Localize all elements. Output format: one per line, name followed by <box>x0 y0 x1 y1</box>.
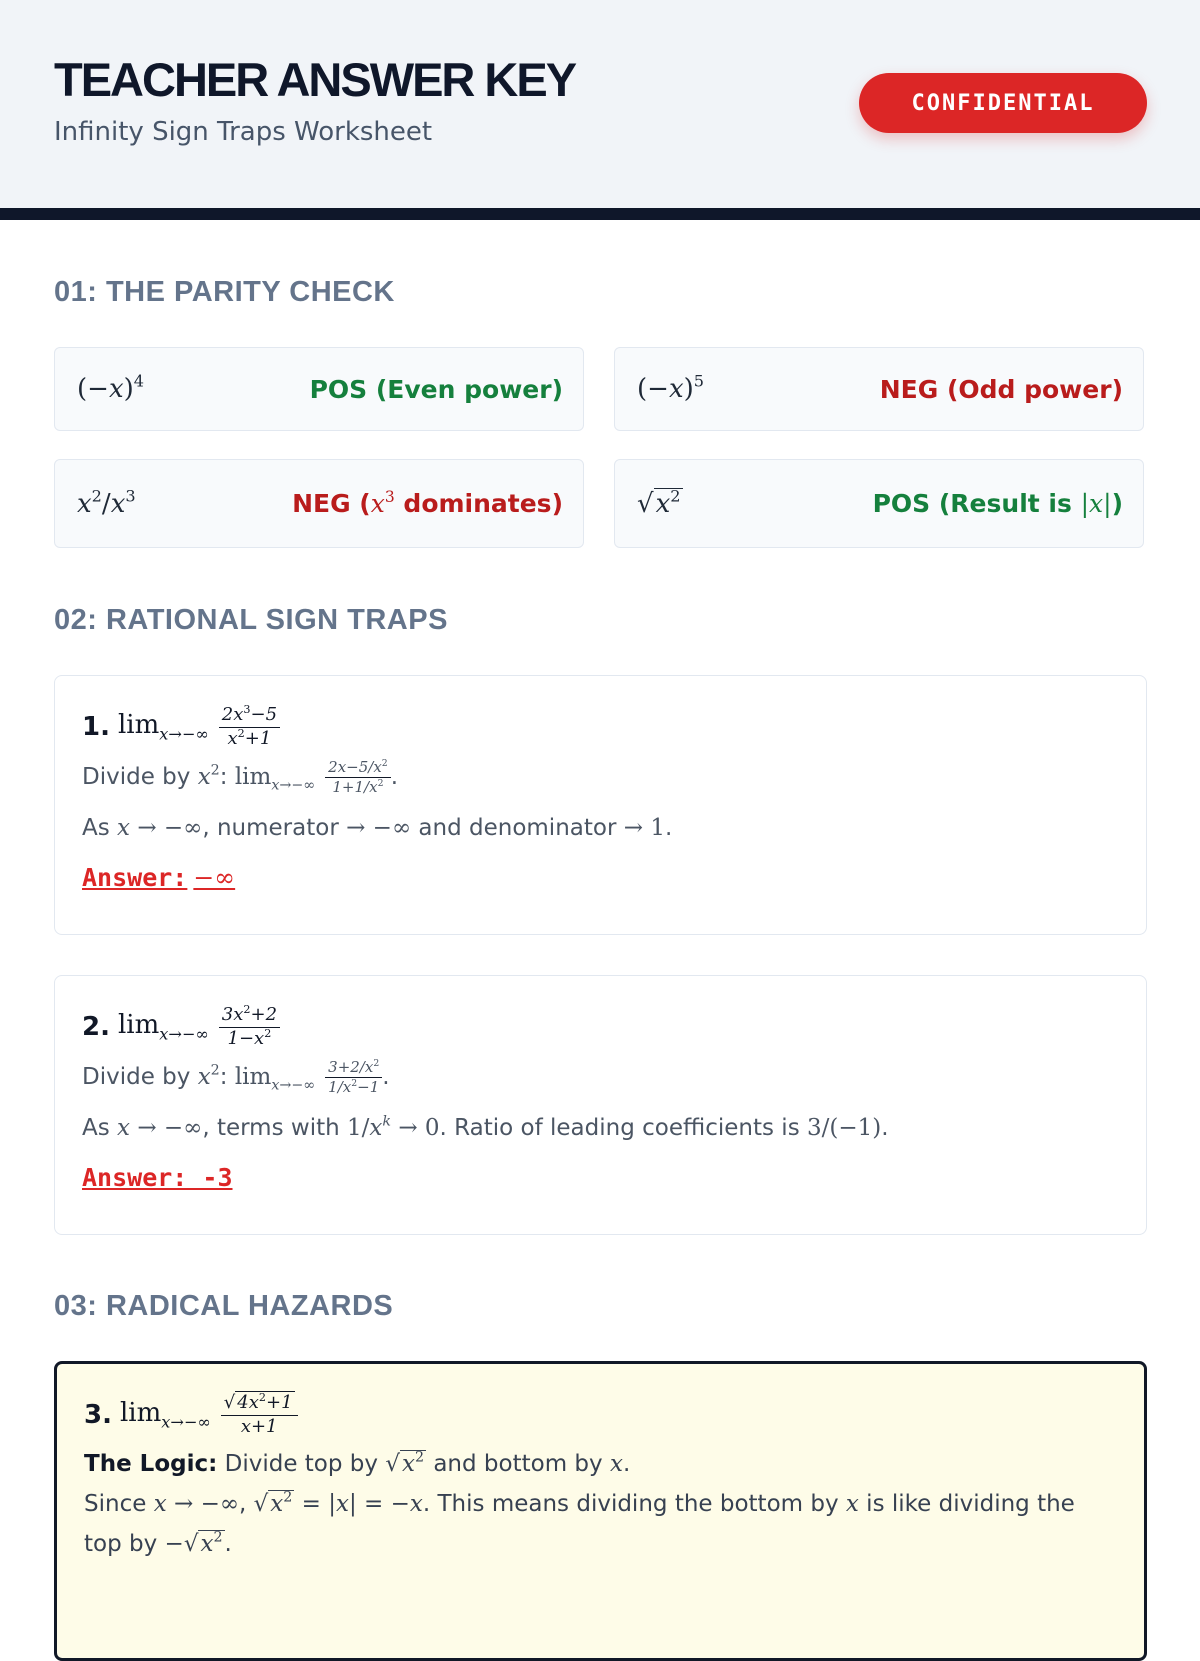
logic-step: top by $-√x^2$. <box>84 1529 232 1557</box>
section-title-parity: 01: THE PARITY CHECK <box>54 276 395 308</box>
problem-number: 3. <box>84 1400 112 1430</box>
problem-statement: 3. $\lim_{x\to-\infty}$ $\frac{√ 4x^2+1}{x+1}$ <box>84 1386 1117 1444</box>
section-title-radical: 03: RADICAL HAZARDS <box>54 1290 394 1322</box>
problem-card <box>54 675 1147 935</box>
solution-step: As x → −∞, terms with $1/x^k \to 0$. Ratio of leading coefficients is 3/(−1). <box>82 1113 889 1141</box>
header <box>0 0 1200 220</box>
parity-card <box>54 459 584 548</box>
section-title-rational: 02: RATIONAL SIGN TRAPS <box>54 604 448 636</box>
parity-result: NEG (Odd power) <box>879 374 1123 404</box>
problem-number: 1. <box>82 712 110 742</box>
parity-expression: $x^2/x^3$ <box>77 486 136 519</box>
answer: Answer: -3 <box>82 1162 233 1192</box>
parity-card <box>614 459 1144 548</box>
problem-card <box>54 975 1147 1235</box>
problem-statement: 2. $\lim_{x\to-\infty}$ $\frac{3x^2+2}{1-x^2}$ <box>82 998 1119 1056</box>
problem-statement: 1. $\lim_{x\to-\infty}$ $\frac{2x^3-5}{x^2+1}$ <box>82 698 1119 756</box>
logic-step: Since x → −∞, $√x^2 = |x| = -x$. This means dividing the bottom by x is like dividing the <box>84 1489 1075 1517</box>
parity-result: POS (Result is |x|) <box>872 489 1123 518</box>
page-title: TEACHER ANSWER KEY <box>54 53 576 106</box>
solution-step: Divide by $x^2$: $\lim_{x\to-\infty}$ $\frac{3+2/x^2}{1/x^2-1}$ . <box>82 1057 390 1096</box>
logic-step: The Logic: Divide top by $√x^2$ and bottom by x. <box>84 1449 631 1477</box>
problem-fraction: $\frac{3x^2+2}{1-x^2}$ <box>219 1005 280 1049</box>
parity-result: POS (Even power) <box>309 374 563 404</box>
problem-fraction: $\frac{√ 4x^2+1}{x+1}$ <box>221 1393 298 1437</box>
page-subtitle: Infinity Sign Traps Worksheet <box>54 117 433 147</box>
answer: Answer: −∞ <box>82 862 236 892</box>
parity-expression: $(-x)^5$ <box>637 371 705 404</box>
parity-card <box>614 347 1144 431</box>
parity-result: NEG ($x^3$ dominates) <box>292 487 563 518</box>
highlighted-problem-card <box>54 1361 1147 1661</box>
solution-step: Divide by $x^2$: $\lim_{x\to-\infty}$ $\frac{2x-5/x^2}{1+1/x^2}$ . <box>82 757 399 796</box>
parity-expression: $(-x)^4$ <box>77 371 145 404</box>
parity-card <box>54 347 584 431</box>
problem-number: 2. <box>82 1012 110 1042</box>
solution-step: As x → −∞, numerator → −∞ and denominator → 1. <box>82 814 673 841</box>
parity-expression: $√x^2$ <box>637 486 681 519</box>
confidential-badge: CONFIDENTIAL <box>859 73 1147 133</box>
problem-fraction: $\frac{2x^3-5}{x^2+1}$ <box>219 705 280 749</box>
